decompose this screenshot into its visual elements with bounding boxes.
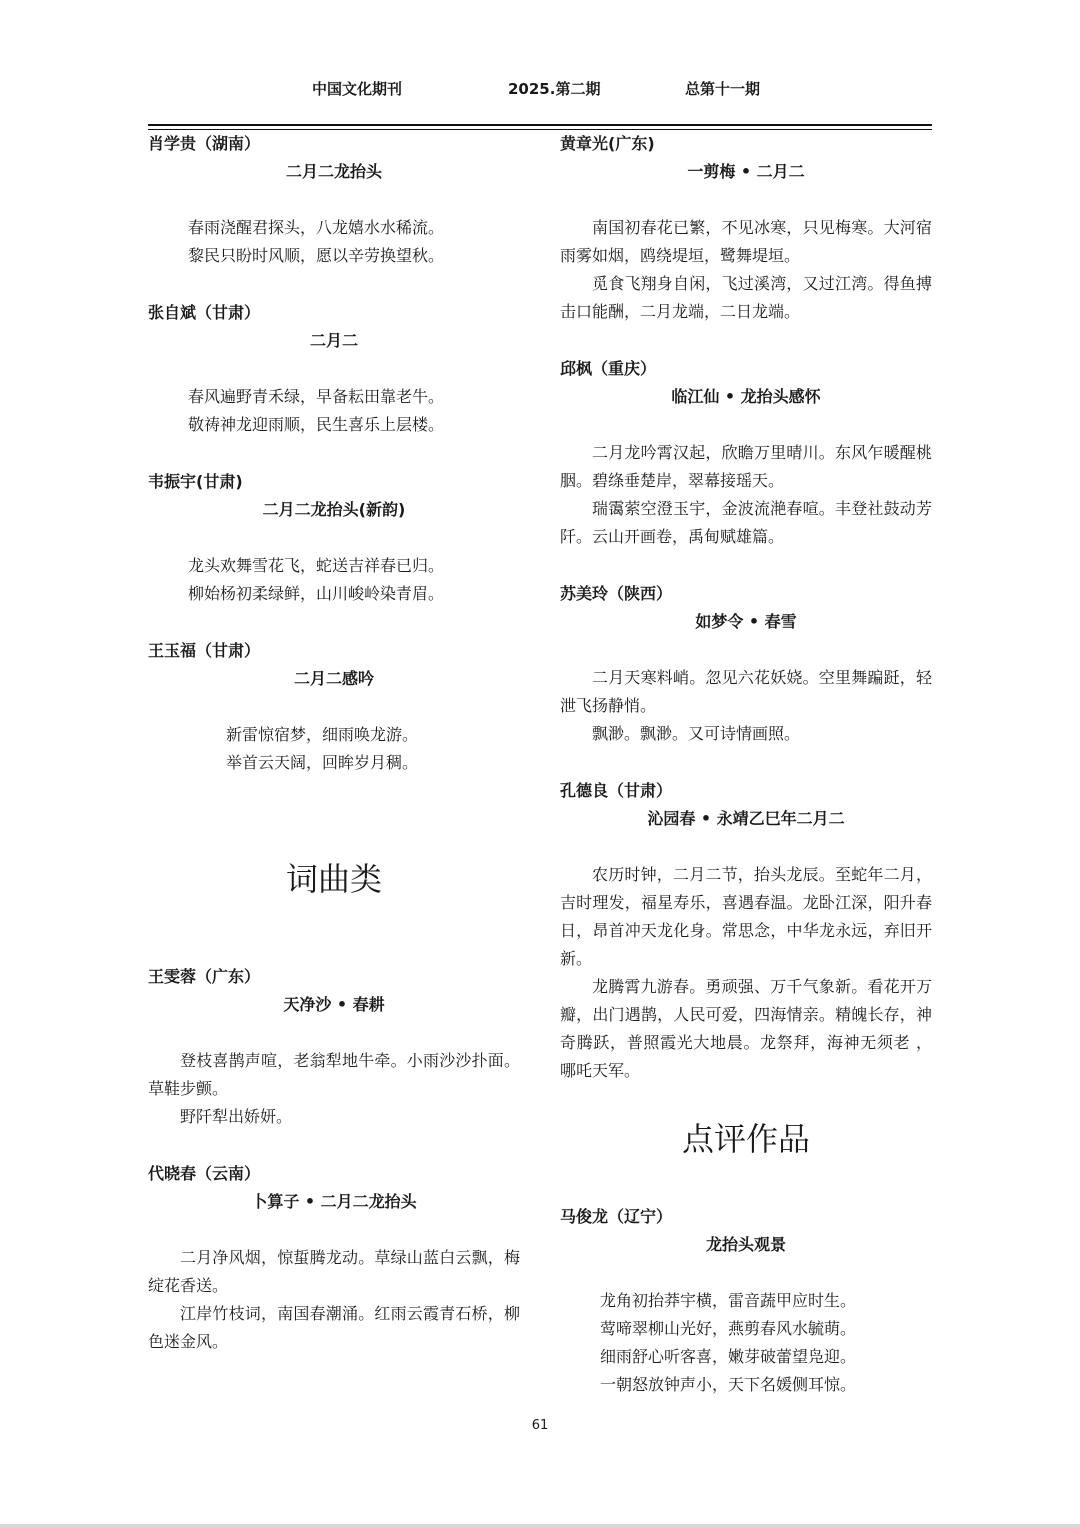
total-issue-label: 总第十一期 <box>685 80 761 98</box>
author-name: 代晓春（云南） <box>148 1164 261 1183</box>
issue-label: 2025.第二期 <box>508 80 601 98</box>
poem-paragraph: 二月龙吟霄汉起，欣瞻万里晴川。东风乍暖醒桃胭。碧绦垂楚岸，翠幕接瑶天。 <box>560 443 932 490</box>
poem-line: 一朝怒放钟声小，天下名媛侧耳惊。 <box>600 1375 857 1394</box>
poem-paragraph: 二月净风烟，惊蜇腾龙动。草绿山蓝白云飘，梅绽花香送。 <box>148 1248 520 1295</box>
poem-line: 春风遍野青禾绿，早备耘田靠老牛。 <box>188 387 445 406</box>
poem-line: 新雷惊宿梦，细雨唤龙游。 <box>226 725 419 744</box>
author-name: 王玉福（甘肃） <box>148 641 261 660</box>
poem-paragraph: 瑞霭萦空澄玉宇，金波流滟春喧。丰登社鼓动芳阡。云山开画卷，禹甸赋雄篇。 <box>560 499 932 546</box>
author-name: 肖学贵（湖南） <box>148 134 261 153</box>
poem-block <box>148 299 520 439</box>
poem-line: 春雨浇醒君探头，八龙嬉水水稀流。 <box>188 218 445 237</box>
poem-paragraph: 觅食飞翔身自闲，飞过溪湾，又过江湾。得鱼搏击口能酬，二月龙端，二日龙端。 <box>560 274 932 321</box>
poem-paragraph: 南国初春花已繁，不见冰寒，只见梅寒。大河宿雨雾如烟，鸥绕堤垣，鹭舞堤垣。 <box>560 218 932 265</box>
poem-title: 沁园春 • 永靖乙巳年二月二 <box>647 809 845 828</box>
section-heading: 词曲类 <box>285 860 382 898</box>
poem-paragraph: 龙腾霄九游春。勇顽强、万千气象新。看花开万瓣，出门遇鹊，人民可爱，四海情亲。精魄长存，神奇腾跃，普照霞光大地晨。龙祭拜，海神无须老 ，哪吒天军。 <box>560 977 932 1080</box>
author-name: 孔德良（甘肃） <box>560 781 673 800</box>
poem-title: 天净沙 • 春耕 <box>283 995 385 1014</box>
author-name: 韦振宇(甘肃) <box>148 472 243 491</box>
poem-paragraph: 野阡犁出娇妍。 <box>180 1107 293 1126</box>
header-rule-thick <box>148 124 932 126</box>
poem-title: 卜算子 • 二月二龙抬头 <box>251 1192 417 1211</box>
poem-block <box>148 1160 520 1356</box>
poem-title: 一剪梅 • 二月二 <box>687 162 805 181</box>
poem-line: 细雨舒心听客喜，嫩芽破蕾望凫迎。 <box>600 1347 857 1366</box>
poem-title: 二月二感吟 <box>293 669 374 688</box>
poem-title: 二月二龙抬头 <box>285 162 382 181</box>
poem-paragraph: 农历时钟，二月二节，抬头龙辰。至蛇年二月，吉时理发，福星寿乐，喜遇春温。龙卧江深，阳升春日，昂首冲天龙化身。常思念，中华龙永远，弃旧开新。 <box>560 865 932 968</box>
poem-line: 莺啼翠柳山光好，燕剪春风水毓萌。 <box>600 1319 857 1338</box>
author-name: 马俊龙（辽宁） <box>560 1207 673 1226</box>
poem-block <box>560 130 932 326</box>
author-name: 王雯蓉（广东） <box>148 967 261 986</box>
poem-line: 敬祷神龙迎雨顺，民生喜乐上层楼。 <box>188 415 445 434</box>
page-number: 61 <box>531 1418 549 1433</box>
poem-block <box>148 637 520 777</box>
poem-block <box>560 777 932 1085</box>
poem-line: 龙头欢舞雪花飞，蛇送吉祥春已归。 <box>188 556 445 575</box>
poem-paragraph: 江岸竹枝词，南国春潮涌。红雨云霞青石桥，柳色迷金风。 <box>148 1304 520 1351</box>
poem-title: 如梦令 • 春雪 <box>695 612 797 631</box>
poem-block <box>148 963 520 1131</box>
poem-title: 二月二 <box>309 331 358 350</box>
poem-block <box>560 355 932 551</box>
poem-line: 柳始杨初柔绿鲜，山川峻岭染青眉。 <box>188 584 445 603</box>
author-name: 黄章光(广东) <box>560 134 655 153</box>
poem-block <box>560 580 932 748</box>
section-heading: 点评作品 <box>681 1120 810 1158</box>
poem-block <box>560 1203 932 1399</box>
right-column <box>560 130 932 1399</box>
poem-line: 举首云天阔，回眸岁月稠。 <box>226 753 419 772</box>
poem-paragraph: 飘渺。飘渺。又可诗情画照。 <box>592 724 801 743</box>
poem-paragraph: 二月天寒料峭。忽见六花妖娆。空里舞蹁跹，轻泄飞扬静悄。 <box>560 668 932 715</box>
journal-name: 中国文化期刊 <box>312 80 403 98</box>
poem-title: 二月二龙抬头(新韵) <box>262 500 406 519</box>
poem-title: 临江仙 • 龙抬头感怀 <box>671 387 821 406</box>
poem-title: 龙抬头观景 <box>705 1235 786 1254</box>
author-name: 苏美玲（陕西） <box>560 584 673 603</box>
poem-line: 龙角初抬莽宇横，雷音蔬甲应时生。 <box>600 1291 857 1310</box>
poem-line: 黎民只盼时风顺，愿以辛劳换望秋。 <box>188 246 445 265</box>
page-header <box>0 78 1080 100</box>
poem-block <box>148 468 520 608</box>
poem-block <box>148 130 520 270</box>
author-name: 邱枫（重庆） <box>560 359 657 378</box>
left-column <box>148 130 520 1356</box>
poem-paragraph: 登枝喜鹊声喧，老翁犁地牛牵。小雨沙沙扑面。草鞋步颤。 <box>148 1051 520 1098</box>
author-name: 张自斌（甘肃） <box>148 303 261 322</box>
page-bottom-divider <box>0 1524 1080 1528</box>
